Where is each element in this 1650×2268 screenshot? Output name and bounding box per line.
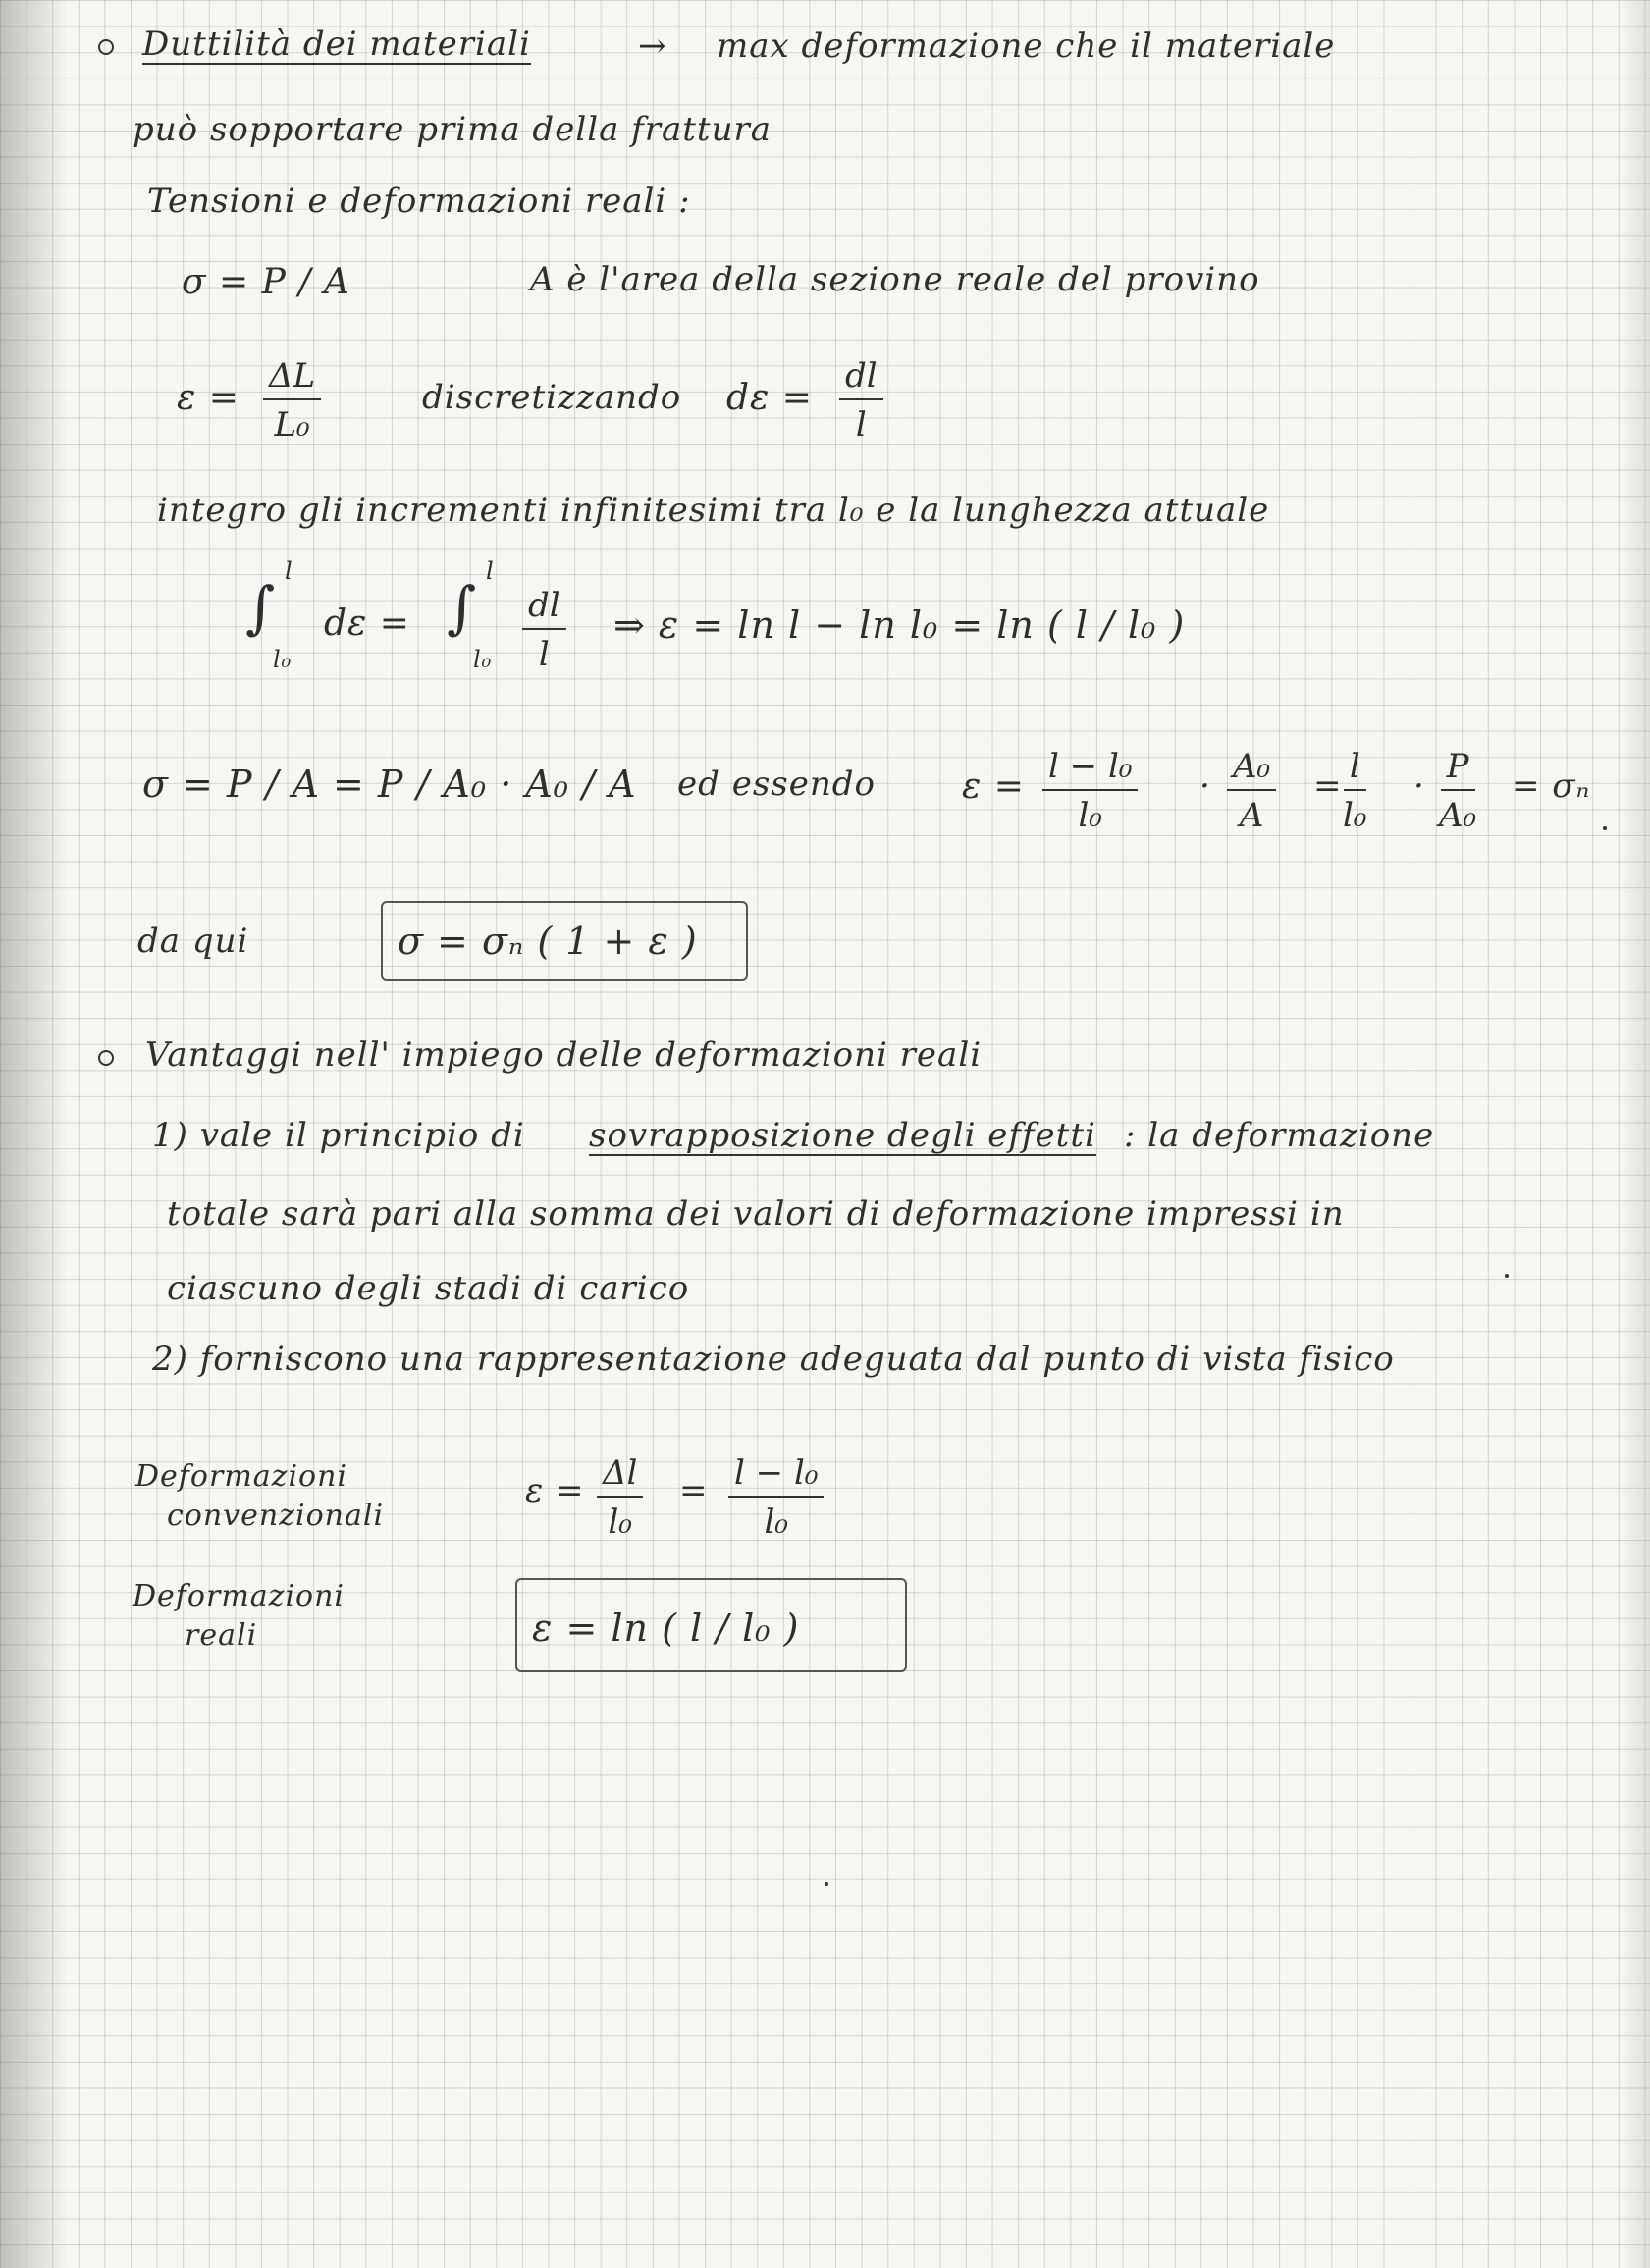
pen-speck bbox=[825, 1882, 828, 1886]
epsilon-denominator: L₀ bbox=[274, 405, 310, 445]
duttilita-definition-line2: può sopportare prima della frattura bbox=[133, 110, 772, 149]
conv-label-line2: convenzionali bbox=[167, 1499, 385, 1533]
bullet-vantaggi bbox=[98, 1050, 114, 1066]
duttilita-definition-line1: max deformazione che il materiale bbox=[717, 26, 1336, 66]
conv-equals: = bbox=[679, 1471, 709, 1510]
boxed-result-formula: σ = σₙ ( 1 + ε ) bbox=[398, 920, 698, 963]
arrow-symbol: → bbox=[638, 26, 667, 66]
conv-fraction-1-denominator: l₀ bbox=[608, 1503, 632, 1542]
epsilon-numerator: ΔL bbox=[263, 359, 321, 400]
integral1-upper: l bbox=[285, 557, 293, 585]
conv-label-line1: Deformazioni bbox=[135, 1459, 348, 1494]
pen-speck bbox=[1505, 1274, 1509, 1278]
integral2-numerator: dl bbox=[522, 589, 566, 630]
d-epsilon-fraction bbox=[839, 356, 883, 445]
nominal-stress-numerator: P bbox=[1441, 750, 1475, 791]
vantaggi-item1-prefix: 1) vale il principio di bbox=[152, 1116, 525, 1155]
conv-epsilon-lhs: ε = bbox=[525, 1471, 585, 1510]
pen-speck bbox=[1603, 826, 1607, 830]
length-ratio-denominator: l₀ bbox=[1343, 796, 1367, 835]
equals-operator: = bbox=[1313, 766, 1343, 806]
integral2-fraction bbox=[522, 586, 566, 674]
epsilon-strain-numerator: l − l₀ bbox=[1042, 750, 1138, 791]
epsilon-lhs: ε = bbox=[177, 378, 240, 418]
vantaggi-item2: 2) forniscono una rappresentazione adeguata dal punto di vista fisico bbox=[152, 1340, 1395, 1379]
da-qui-label: da qui bbox=[137, 922, 249, 961]
sigma-equation: σ = P / A bbox=[182, 262, 350, 302]
sigma-note: A è l'area della sezione reale del provino bbox=[530, 260, 1260, 299]
d-epsilon-numerator: dl bbox=[839, 359, 883, 400]
conv-fraction-2-denominator: l₀ bbox=[764, 1503, 788, 1542]
duttilita-heading: Duttilità dei materiali bbox=[142, 25, 531, 64]
integral-sign-2: ∫ bbox=[447, 574, 478, 641]
integral2-upper: l bbox=[486, 557, 495, 585]
sigma-long-equation: σ = P / A = P / A₀ · A₀ / A bbox=[142, 763, 637, 806]
epsilon-frac-lhs: ε = bbox=[962, 766, 1025, 807]
area-ratio-denominator: A bbox=[1239, 796, 1264, 835]
equals-sigma-n: = σₙ bbox=[1512, 766, 1591, 806]
tensioni-heading: Tensioni e deformazioni reali : bbox=[147, 182, 691, 221]
integral2-denominator: l bbox=[538, 635, 550, 674]
conv-fraction-1 bbox=[597, 1453, 643, 1542]
area-ratio-fraction bbox=[1227, 747, 1276, 835]
conv-fraction-1-numerator: Δl bbox=[597, 1456, 643, 1498]
nominal-stress-denominator: A₀ bbox=[1439, 796, 1477, 835]
nominal-stress-fraction bbox=[1439, 747, 1477, 835]
ed-essendo-label: ed essendo bbox=[677, 765, 876, 804]
integral-result: ⇒ ε = ln l − ln l₀ = ln ( l / l₀ ) bbox=[613, 604, 1186, 647]
length-ratio-fraction bbox=[1343, 747, 1367, 835]
page-edge-shadow-right bbox=[1621, 0, 1650, 2268]
epsilon-fraction bbox=[263, 356, 321, 445]
bullet-duttilita bbox=[98, 39, 114, 55]
integro-text: integro gli incrementi infinitesimi tra l₀ e la lunghezza attuale bbox=[157, 491, 1270, 530]
d-epsilon-denominator: l bbox=[855, 405, 867, 445]
area-ratio-numerator: A₀ bbox=[1227, 750, 1276, 791]
conv-fraction-2-numerator: l − l₀ bbox=[728, 1456, 824, 1498]
real-label-line2: reali bbox=[185, 1618, 258, 1653]
integral1-body: dε = bbox=[324, 604, 410, 644]
vantaggi-item1-line2: totale sarà pari alla somma dei valori di deformazione impressi in bbox=[167, 1194, 1345, 1234]
real-strain-formula: ε = ln ( l / l₀ ) bbox=[532, 1607, 800, 1650]
d-epsilon-lhs: dε = bbox=[726, 378, 813, 418]
length-ratio-numerator: l bbox=[1344, 750, 1366, 791]
page-edge-shadow-left bbox=[0, 0, 69, 2268]
epsilon-strain-denominator: l₀ bbox=[1078, 796, 1102, 835]
real-label-line1: Deformazioni bbox=[133, 1579, 346, 1613]
vantaggi-item1-suffix: : la deformazione bbox=[1124, 1116, 1435, 1155]
vantaggi-heading: Vantaggi nell' impiego delle deformazioni reali bbox=[145, 1035, 983, 1075]
integral1-lower: l₀ bbox=[273, 646, 293, 673]
integral2-lower: l₀ bbox=[473, 646, 493, 673]
conv-fraction-2 bbox=[728, 1453, 824, 1542]
dot-operator-2: · bbox=[1413, 766, 1425, 806]
epsilon-strain-fraction bbox=[1042, 747, 1138, 835]
vantaggi-item1-line3: ciascuno degli stadi di carico bbox=[167, 1269, 690, 1308]
dot-operator-1: · bbox=[1199, 766, 1211, 806]
integral-sign-1: ∫ bbox=[245, 574, 277, 641]
vantaggi-item1-underlined: sovrapposizione degli effetti bbox=[589, 1116, 1096, 1155]
discretizzando-label: discretizzando bbox=[422, 378, 682, 417]
